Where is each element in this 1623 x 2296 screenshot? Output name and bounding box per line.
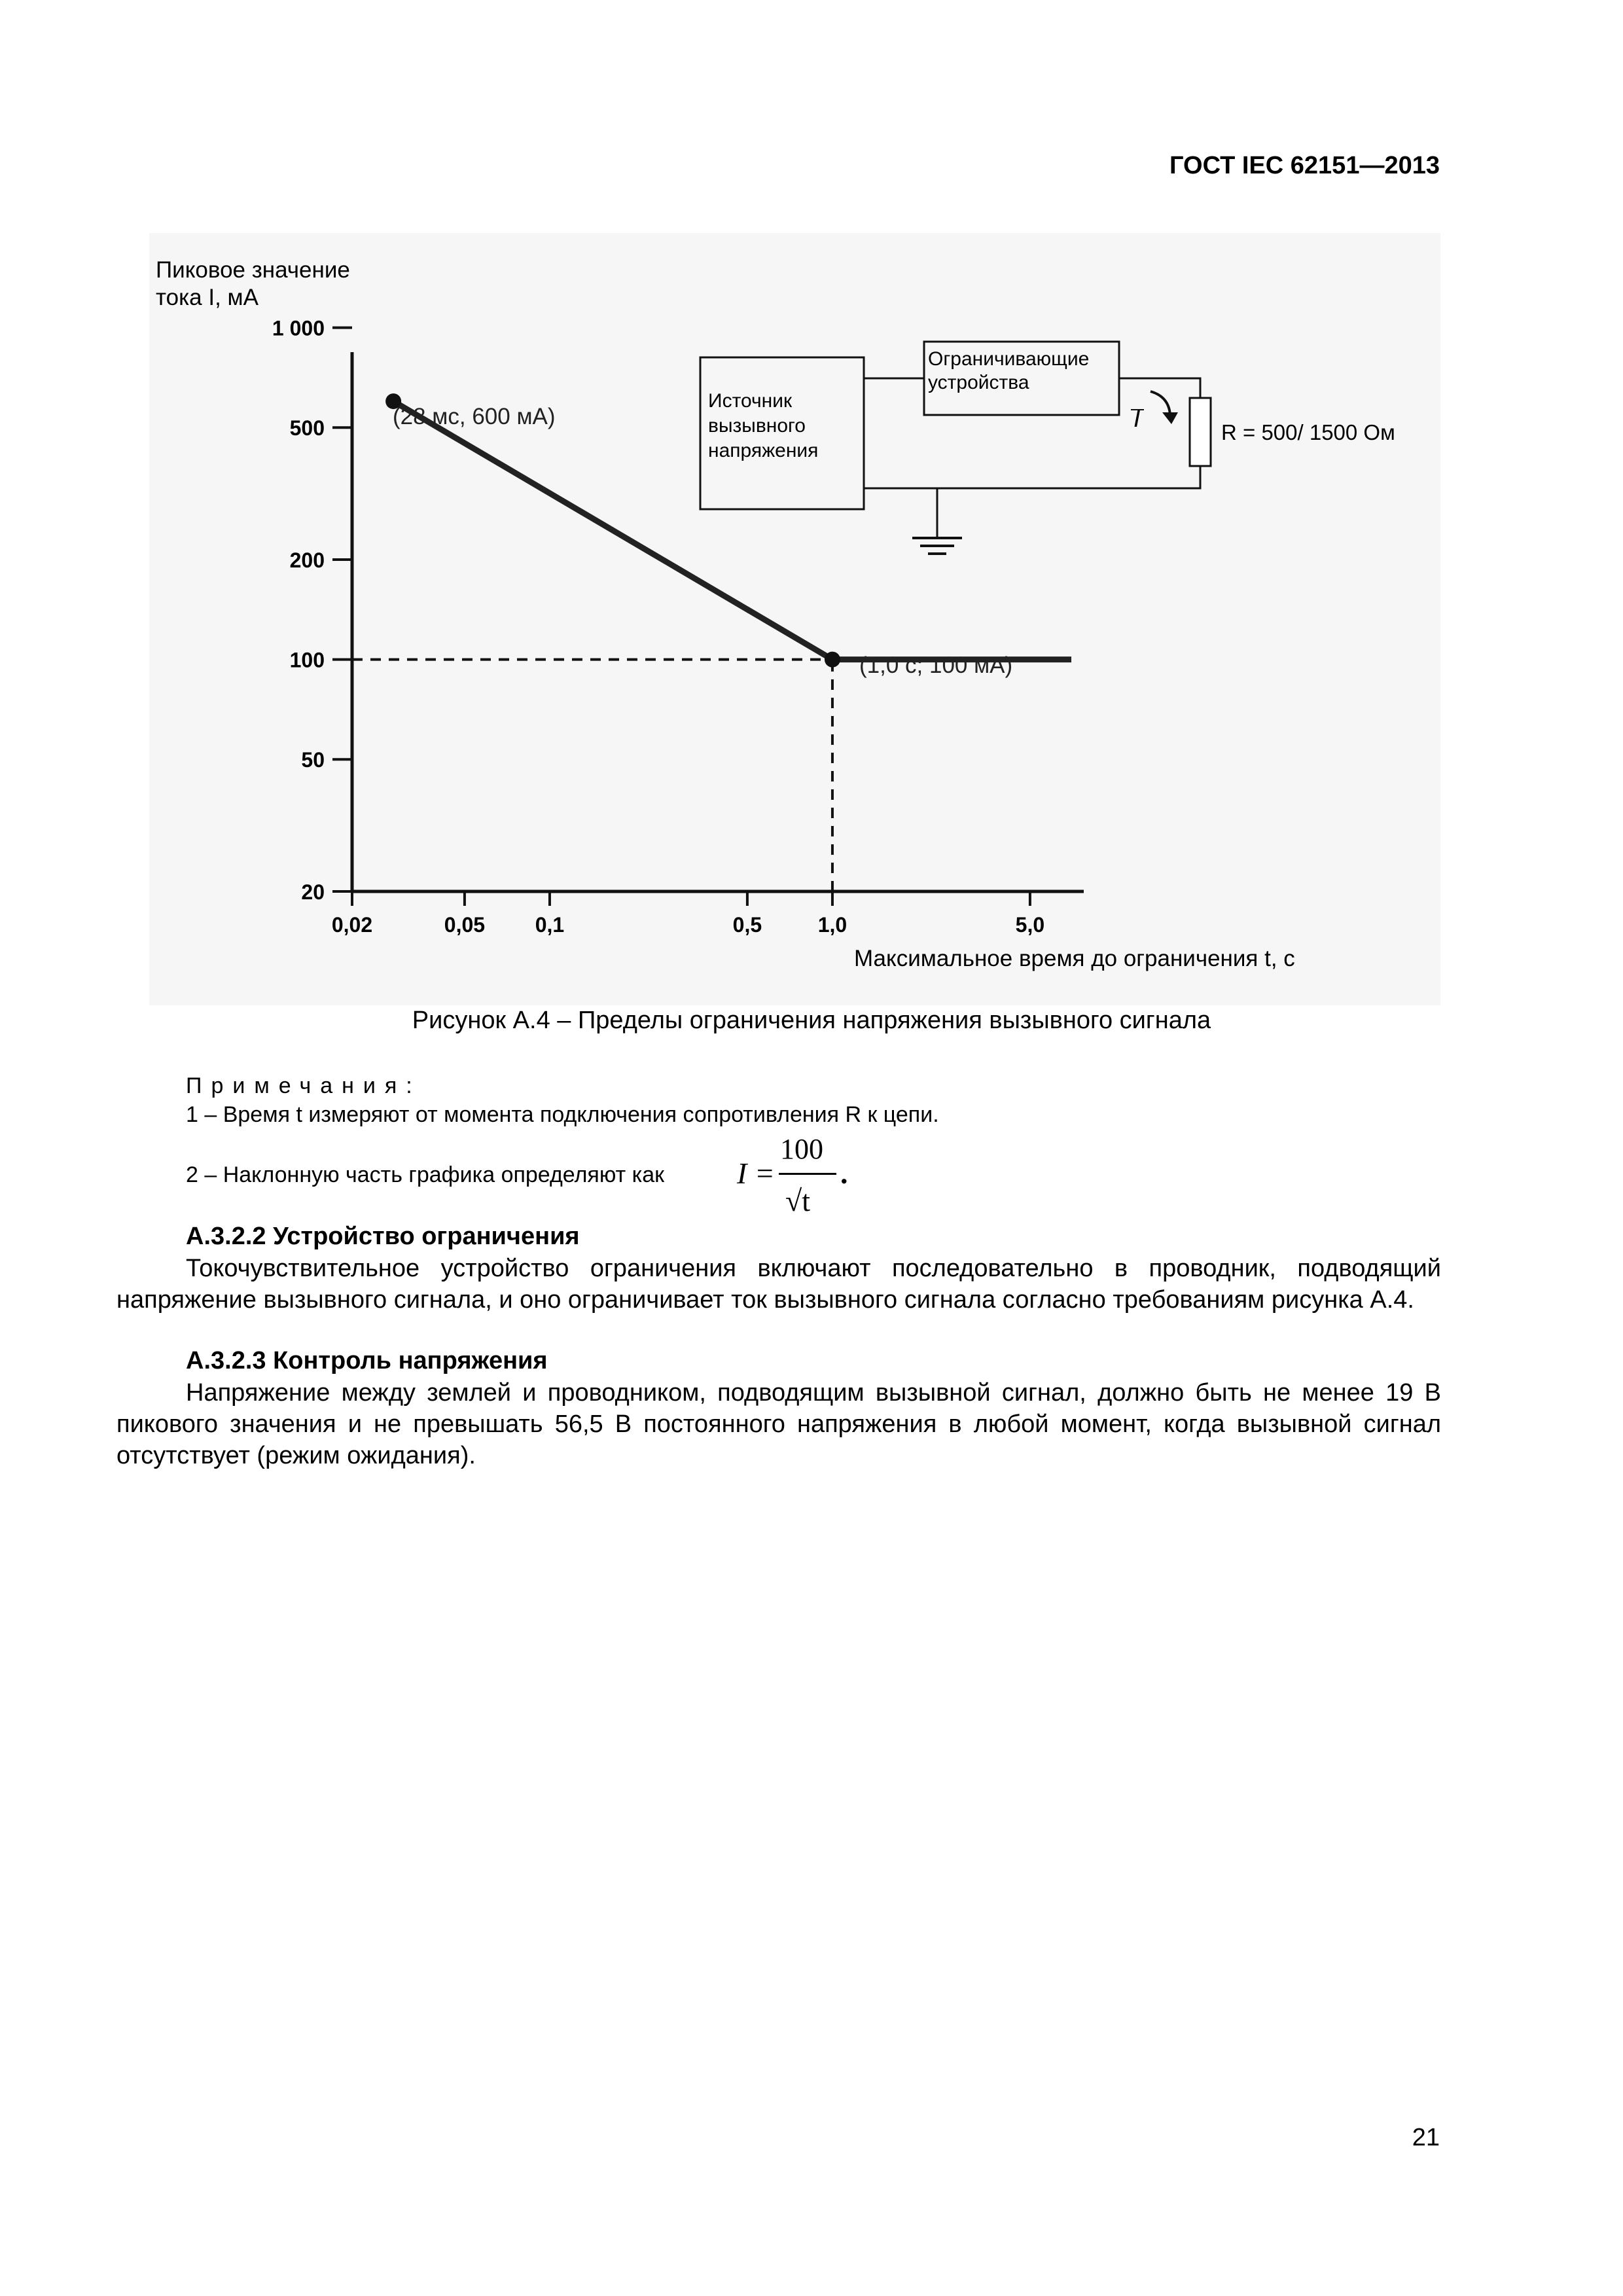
data-point-marker	[825, 652, 840, 668]
y-tick-label: 200	[289, 548, 325, 572]
y-axis-title-line2: тока I, мА	[156, 285, 259, 310]
y-ticks	[272, 317, 352, 904]
y-tick-label: 1 000	[272, 316, 325, 340]
y-tick-label: 50	[301, 748, 325, 772]
note-1: 1 – Время t измеряют от момента подключения сопротивления R к цепи.	[186, 1102, 939, 1127]
section-text-a322: Токочувствительное устройство ограничения включают последовательно в проводник, подводящий напряжение вызывного сигнала, и оно ограничивает ток вызывного сигнала согласно требованиям рисунка А.4.	[116, 1255, 1441, 1314]
x-axis-title: Максимальное время до ограничения t, с	[854, 946, 1295, 971]
y-axis-title-line1: Пиковое значение	[156, 257, 350, 283]
point-label-start: (28 мс, 600 мА)	[393, 404, 556, 429]
circuit-diagram	[700, 342, 1395, 554]
section-title-a323: А.3.2.3 Контроль напряжения	[186, 1347, 548, 1374]
ground-icon	[912, 538, 962, 554]
wire-bottom	[864, 466, 1200, 488]
reference-lines	[352, 660, 832, 891]
point-label-knee: (1,0 с; 100 мА)	[859, 653, 1013, 678]
current-arrow-icon	[1150, 391, 1178, 424]
notes-heading: Примечания:	[186, 1073, 421, 1098]
resistor-label: R = 500/ 1500 Ом	[1221, 420, 1395, 444]
resistor	[1190, 398, 1211, 466]
formula-lhs: I =	[737, 1157, 775, 1190]
formula-numerator: 100	[780, 1133, 823, 1165]
formula-denominator: √t	[785, 1184, 811, 1217]
ringing-source-label-2: вызывного	[708, 415, 806, 437]
x-tick-label: 0,05	[444, 913, 486, 937]
note-2: 2 – Наклонную часть графика определяют как	[186, 1162, 665, 1187]
formula-fraction-bar	[779, 1173, 836, 1175]
section-text-a323: Напряжение между землей и проводником, подводящим вызывной сигнал, должно быть не менее 19 В пикового значения и не превышать 56,5 В постоянного напряжения в любой момент, когда вызывной сигнал отсутствует (режим ожидания).	[116, 1379, 1441, 1469]
x-ticks	[332, 891, 1044, 937]
page-number: 21	[1412, 2124, 1440, 2151]
y-tick-label: 100	[289, 648, 325, 672]
y-tick-label: 500	[289, 416, 325, 440]
limiting-device-label-1: Ограничивающие	[928, 348, 1090, 370]
current-symbol: I	[1133, 405, 1141, 433]
x-tick-label: 1,0	[817, 913, 847, 937]
y-tick-label: 20	[301, 880, 325, 904]
x-tick-label: 0,02	[331, 913, 373, 937]
document-header: ГОСТ IEC 62151—2013	[1169, 152, 1440, 179]
figure-caption: Рисунок А.4 – Пределы ограничения напряжения вызывного сигнала	[412, 1007, 1211, 1034]
ringing-source-label-1: Источник	[708, 390, 793, 412]
x-tick-label: 5,0	[1015, 913, 1045, 937]
x-tick-label: 0,5	[732, 913, 762, 937]
ringing-source-label-3: напряжения	[708, 440, 819, 461]
x-tick-label: 0,1	[535, 913, 565, 937]
section-title-a322: А.3.2.2 Устройство ограничения	[186, 1223, 580, 1250]
limiting-device-label-2: устройства	[928, 372, 1029, 393]
formula-period: .	[840, 1157, 848, 1190]
